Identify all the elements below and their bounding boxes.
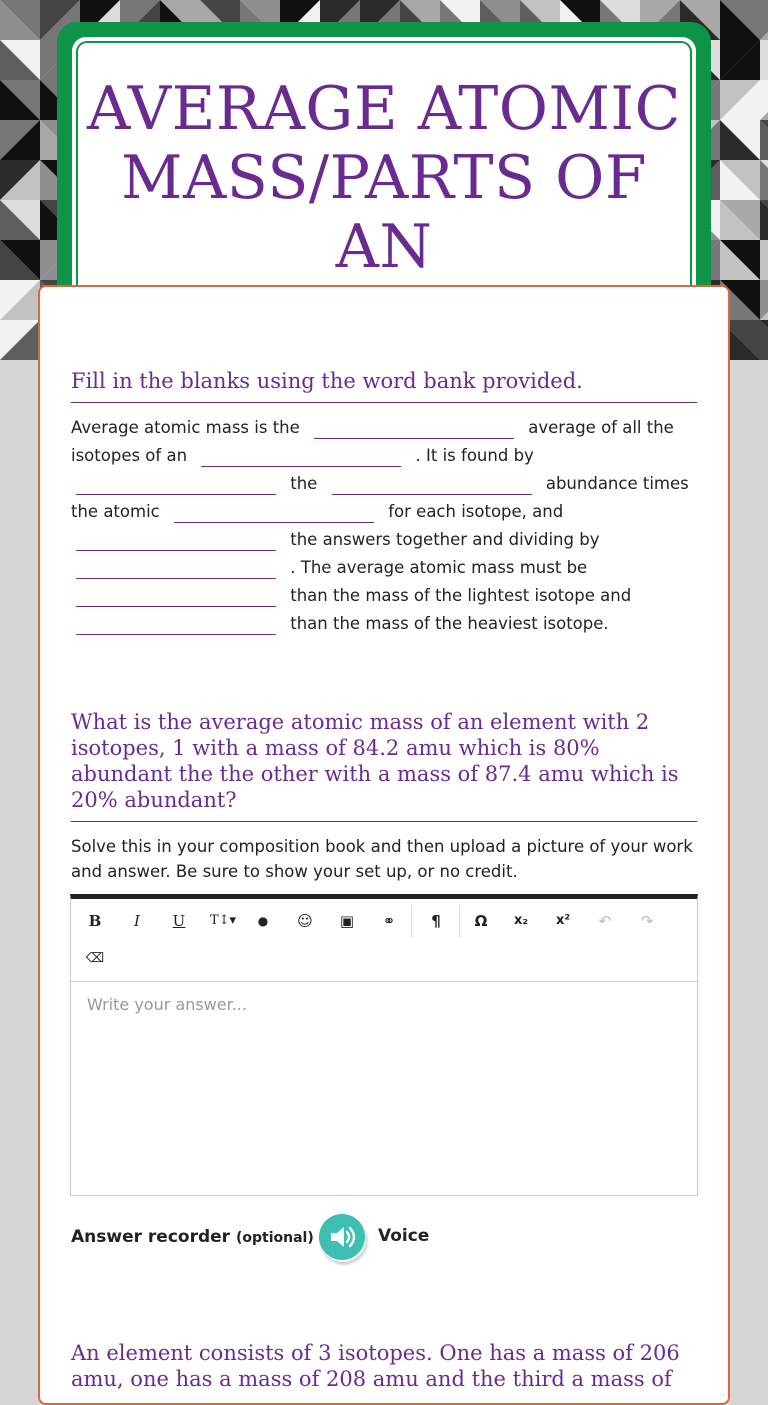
smiley-icon: ☺	[297, 912, 313, 930]
subscript-icon: x₂	[513, 913, 529, 928]
fill-text: isotopes of an	[71, 446, 188, 465]
undo-icon: ↶	[598, 912, 612, 930]
blank-input[interactable]	[76, 549, 276, 551]
blank-input[interactable]	[76, 577, 276, 579]
fill-text: the answers together and dividing by	[290, 530, 600, 549]
fill-text: Average atomic mass is the	[71, 418, 300, 437]
blank-input[interactable]	[332, 493, 532, 495]
underline-icon: U	[172, 912, 186, 930]
fill-text: . It is found by	[415, 446, 534, 465]
fill-text: average of all the	[528, 418, 674, 437]
color-drop-icon: ●	[257, 914, 269, 928]
special-char-button[interactable]	[463, 907, 499, 935]
fill-text: . The average atomic mass must be	[290, 558, 588, 577]
bold-button[interactable]	[77, 907, 113, 935]
italic-icon: I	[134, 912, 140, 930]
blank-input[interactable]	[201, 465, 401, 467]
recorder-optional: (optional)	[235, 1230, 314, 1246]
blank-input[interactable]	[76, 633, 276, 635]
bold-icon: B	[88, 912, 102, 930]
answer-placeholder: Write your answer...	[87, 995, 247, 1014]
answer-text-area[interactable]	[87, 995, 681, 1185]
answer-editor	[70, 894, 698, 1196]
editor-toolbar	[71, 899, 697, 982]
blank-input[interactable]	[174, 521, 374, 523]
voice-label: Voice	[378, 1226, 430, 1246]
fill-text: than the mass of the lightest isotope and	[290, 586, 632, 605]
page-title-line-2: MASS/PARTS OF AN	[121, 143, 647, 282]
emoji-button[interactable]	[287, 907, 323, 935]
omega-icon: Ω	[474, 912, 488, 930]
fill-text: than the mass of the heaviest isotope.	[290, 614, 609, 633]
link-button[interactable]	[371, 907, 407, 935]
subscript-button[interactable]	[503, 907, 539, 935]
question-2-instructions: Solve this in your composition book and then upload a picture of your work and answer. Be sure to show your set up, or no credit.	[71, 837, 693, 881]
blank-input[interactable]	[314, 437, 514, 439]
blank-input[interactable]	[76, 605, 276, 607]
question-2-title: What is the average atomic mass of an element with 2 isotopes, 1 with a mass of 84.2 amu which is 80% abundant the the other with a mass of 87.4 amu which is 20% abundant?	[71, 709, 697, 822]
image-icon: ▣	[339, 912, 355, 930]
fill-text: the atomic	[71, 502, 160, 521]
fill-text: the	[290, 474, 318, 493]
eraser-icon: ⌫	[85, 951, 105, 966]
text-color-button[interactable]	[245, 907, 281, 935]
redo-icon: ↷	[640, 912, 654, 930]
clear-format-button[interactable]	[77, 945, 113, 973]
answer-recorder	[71, 1214, 697, 1260]
toolbar-divider	[459, 905, 460, 937]
italic-button[interactable]	[119, 907, 155, 935]
superscript-icon: x²	[555, 913, 571, 928]
title-card	[57, 22, 711, 322]
fill-text: abundance times	[545, 474, 689, 493]
fill-in-paragraph	[71, 414, 697, 644]
toolbar-divider	[411, 905, 412, 937]
question-1-title: Fill in the blanks using the word bank provided.	[71, 368, 697, 403]
undo-button[interactable]	[587, 907, 623, 935]
image-button[interactable]	[329, 907, 365, 935]
superscript-button[interactable]	[545, 907, 581, 935]
paragraph-icon: ¶	[431, 912, 441, 930]
recorder-label	[71, 1227, 327, 1247]
link-icon: ⚭	[382, 912, 396, 930]
underline-button[interactable]	[161, 907, 197, 935]
text-size-icon: T↕▾	[209, 913, 237, 928]
redo-button[interactable]	[629, 907, 665, 935]
text-size-button[interactable]	[203, 907, 243, 935]
speaker-icon	[319, 1214, 365, 1260]
fill-text: for each isotope, and	[388, 502, 564, 521]
page-title-line-1: AVERAGE ATOMIC	[86, 74, 682, 144]
question-3-title: An element consists of 3 isotopes. One has a mass of 206 amu, one has a mass of 208 amu and the third a mass of	[71, 1341, 680, 1391]
voice-record-button[interactable]	[319, 1214, 365, 1260]
title-card-inner	[72, 37, 696, 322]
blank-input[interactable]	[76, 493, 276, 495]
paragraph-button[interactable]	[418, 907, 454, 935]
recorder-label-text: Answer recorder	[71, 1227, 231, 1247]
